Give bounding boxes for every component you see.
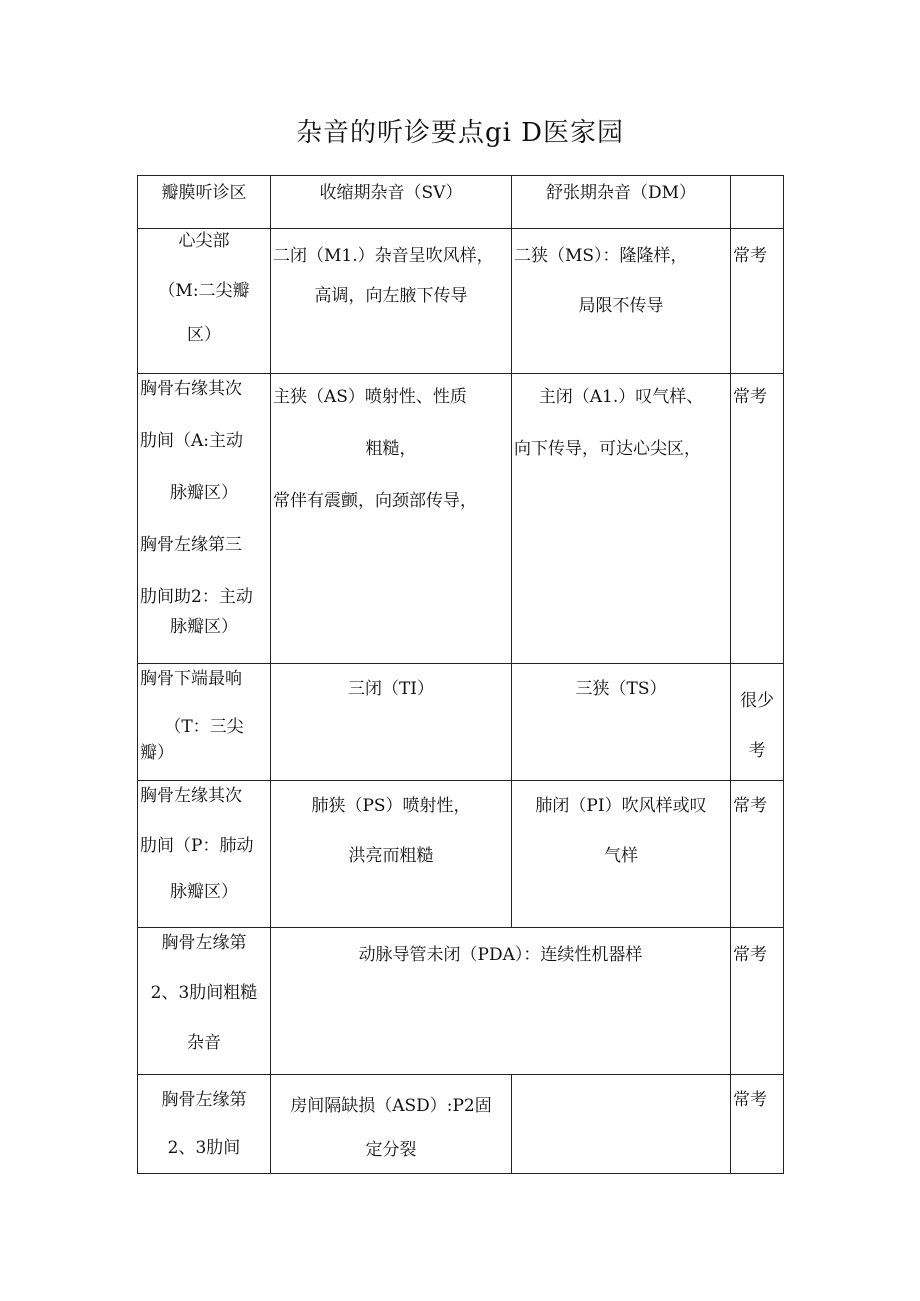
area-line: 肋间（P：肺动 <box>140 836 254 856</box>
area-line: （T：三尖 <box>164 717 244 737</box>
cell-area <box>138 229 271 374</box>
area-line: 胸骨左缘第 <box>161 1090 247 1110</box>
area-line: 瓣） <box>140 743 174 763</box>
cell-frequency: 很少考 <box>731 664 784 781</box>
diastolic-text: 主闭（A1.）叹气样、 <box>538 387 704 407</box>
area-line: 心尖部 <box>178 231 230 251</box>
area-line: 2、3肋间 <box>167 1138 241 1158</box>
systolic-text: 粗糙， <box>365 439 417 459</box>
murmur-table <box>137 175 784 1174</box>
cell-area <box>138 928 271 1075</box>
cell-systolic <box>271 781 512 928</box>
header-diastolic: 舒张期杂音（DM） <box>512 176 731 229</box>
area-line: 肋间（A:主动 <box>140 431 244 451</box>
cell-area <box>138 664 271 781</box>
systolic-text: 二闭（M1.）杂音呈吹风样， <box>273 246 494 266</box>
cell-systolic <box>271 229 512 374</box>
cell-area <box>138 781 271 928</box>
table-row <box>138 374 784 664</box>
area-line: 脉瓣区） <box>170 483 238 503</box>
table-row <box>138 1075 784 1174</box>
area-line: 区） <box>187 325 221 345</box>
table-row <box>138 781 784 928</box>
area-line: 胸骨左缘第三 <box>140 535 242 555</box>
area-line: 2、3肋间粗糙 <box>150 983 258 1003</box>
cell-frequency: 常考 <box>731 229 784 374</box>
table-header-row <box>138 176 784 229</box>
cell-diastolic <box>512 229 731 374</box>
systolic-text: 主狭（AS）喷射性、性质 <box>273 387 467 407</box>
diastolic-text: 肺闭（PI）吹风样或叹 <box>535 796 707 816</box>
systolic-text: 高调，向左腋下传导 <box>314 286 468 306</box>
systolic-text: 定分裂 <box>365 1140 417 1160</box>
area-line: （M:二尖瓣 <box>158 281 250 301</box>
cell-diastolic: 三狭（TS） <box>512 664 731 781</box>
cell-diastolic <box>512 781 731 928</box>
cell-area <box>138 374 271 664</box>
cell-combined-murmur: 动脉导管未闭（PDA）：连续性机器样 <box>271 928 731 1075</box>
cell-frequency: 常考 <box>731 928 784 1075</box>
cell-frequency: 常考 <box>731 1075 784 1174</box>
cell-diastolic <box>512 374 731 664</box>
cell-systolic <box>271 1075 512 1174</box>
header-frequency <box>731 176 784 229</box>
cell-diastolic <box>512 1075 731 1174</box>
table-row <box>138 928 784 1075</box>
cell-systolic <box>271 374 512 664</box>
cell-systolic: 三闭（TI） <box>271 664 512 781</box>
area-line: 脉瓣区） <box>170 617 238 637</box>
area-line: 脉瓣区） <box>170 882 238 902</box>
cell-area <box>138 1075 271 1174</box>
document-title: 杂音的听诊要点gi D医家园 <box>295 118 625 148</box>
table-row <box>138 229 784 374</box>
diastolic-text: 局限不传导 <box>578 296 664 316</box>
diastolic-text: 二狭（MS）：隆隆样， <box>514 246 688 266</box>
header-systolic: 收缩期杂音（SV） <box>271 176 512 229</box>
cell-frequency: 常考 <box>731 781 784 928</box>
area-line: 胸骨左缘第 <box>161 933 247 953</box>
table-row <box>138 664 784 781</box>
diastolic-text: 气样 <box>604 846 638 866</box>
header-valve-area: 瓣膜听诊区 <box>138 176 271 229</box>
diastolic-text: 向下传导，可达心尖区， <box>514 439 701 459</box>
area-line: 胸骨下端最响 <box>140 669 242 689</box>
area-line: 胸骨右缘其次 <box>140 379 242 399</box>
systolic-text: 常伴有震颤，向颈部传导， <box>273 491 477 511</box>
systolic-text: 房间隔缺损（ASD）:P2固 <box>290 1096 492 1116</box>
systolic-text: 洪亮而粗糙 <box>348 846 434 866</box>
area-line: 杂音 <box>187 1033 221 1053</box>
cell-frequency: 常考 <box>731 374 784 664</box>
area-line: 肋间助2：主动 <box>140 587 253 607</box>
area-line: 胸骨左缘其次 <box>140 786 242 806</box>
systolic-text: 肺狭（PS）喷射性， <box>311 796 471 816</box>
